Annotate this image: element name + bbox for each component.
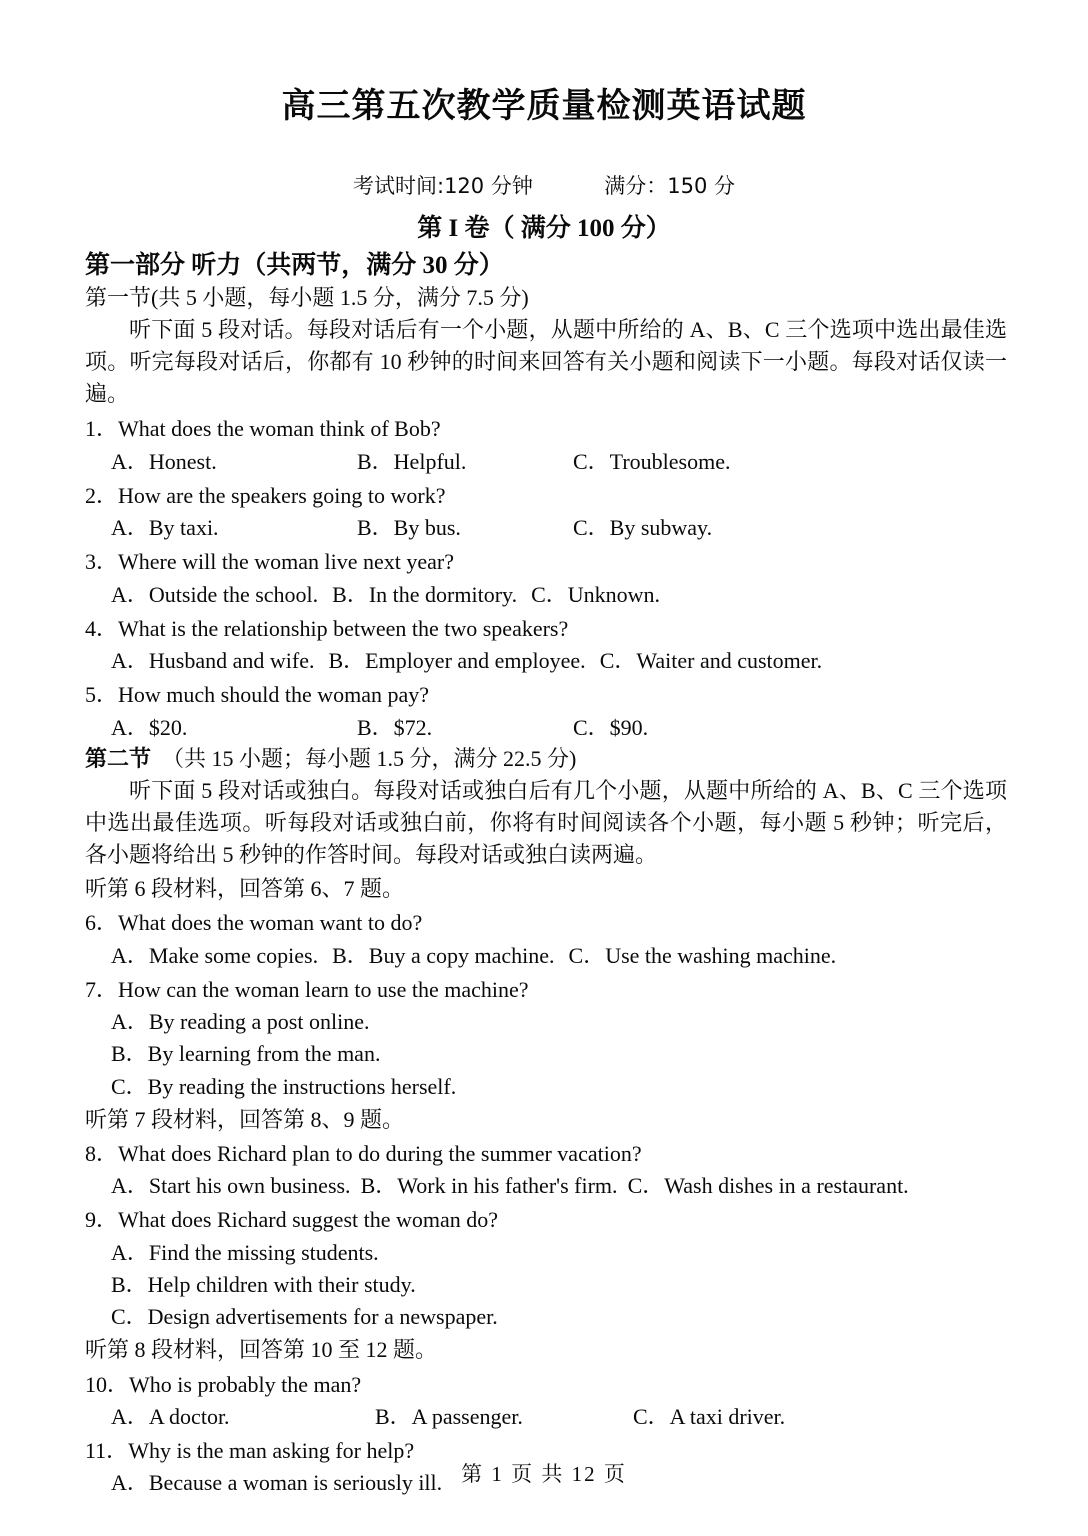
section-two-instructions: 听下面 5 段对话或独白。每段对话或独白后有几个小题，从题中所给的 A、B、C 三个选项中选出最佳选项。听每段对话或独白前，你将有时间阅读各个小题，每小题 5 秒钟；听完后，各小题将给出 5 秒钟的作答时间。每段对话或独白读两遍。	[85, 777, 1007, 868]
question-10	[85, 1369, 1007, 1400]
option-c[interactable]: C．A taxi driver.	[633, 1403, 786, 1429]
question-8	[85, 1138, 1007, 1169]
option-a[interactable]: A．Start his own business.	[111, 1173, 351, 1199]
question-2-text: How are the speakers going to work?	[118, 482, 446, 508]
question-3-number: 3．	[85, 549, 119, 575]
option-b[interactable]: B．By bus.	[357, 515, 461, 541]
question-2-options	[85, 512, 1007, 543]
page-footer: 第 1 页 共 12 页	[461, 1462, 627, 1486]
question-9	[85, 1204, 1007, 1235]
question-5-options	[85, 712, 1007, 743]
question-3	[85, 546, 1007, 577]
option-c[interactable]: C．By subway.	[573, 515, 713, 541]
option-a[interactable]: A．Make some copies.	[111, 942, 319, 968]
question-1-options	[85, 446, 1007, 477]
question-3-options	[85, 579, 1007, 610]
question-10-options	[85, 1401, 1007, 1432]
option-a[interactable]: A．Husband and wife.	[111, 648, 315, 674]
option-c[interactable]: C．Waiter and customer.	[599, 648, 823, 674]
option-b[interactable]: B．$72.	[357, 714, 433, 740]
option-a[interactable]: A．Because a woman is seriously ill.	[111, 1470, 443, 1496]
section-two-heading	[85, 744, 1007, 773]
question-7-text: How can the woman learn to use the machine?	[118, 976, 529, 1002]
question-11-number: 11．	[85, 1438, 129, 1464]
question-10-number: 10．	[85, 1371, 130, 1397]
section-two-heading-label: 第二节	[85, 745, 152, 771]
exam-body	[81, 250, 1007, 1499]
question-9-text: What does Richard suggest the woman do?	[118, 1207, 499, 1233]
option-b[interactable]: B．Buy a copy machine.	[332, 942, 555, 968]
exam-duration-label: 考试时间:120 分钟	[353, 174, 533, 199]
question-6	[85, 907, 1007, 938]
question-1	[85, 413, 1007, 444]
exam-total-score-label: 满分：150 分	[604, 174, 735, 199]
question-4-text: What is the relationship between the two speakers?	[118, 615, 569, 641]
question-7-number: 7．	[85, 976, 119, 1002]
question-8-text: What does Richard plan to do during the summer vacation?	[118, 1141, 642, 1167]
question-6-number: 6．	[85, 910, 119, 936]
question-8-options	[85, 1170, 1007, 1201]
paper-part-heading: 第 I 卷（ 满分 100 分）	[417, 214, 671, 242]
question-7	[85, 974, 1007, 1005]
option-a[interactable]: A．By reading a post online.	[111, 1009, 370, 1035]
question-4-number: 4．	[85, 615, 119, 641]
option-a[interactable]: A．Outside the school.	[111, 581, 319, 607]
listening-cue-6: 听第 6 段材料，回答第 6、7 题。	[85, 876, 405, 902]
option-b[interactable]: B．Work in his father's firm.	[360, 1173, 618, 1199]
option-b[interactable]: B．In the dormitory.	[332, 581, 518, 607]
option-a[interactable]: A．A doctor.	[111, 1403, 230, 1429]
part-one-heading: 第一部分 听力（共两节，满分 30 分）	[85, 251, 504, 279]
option-b[interactable]: B．By learning from the man.	[111, 1041, 381, 1067]
section-two-heading-detail: （共 15 小题；每小题 1.5 分，满分 22.5 分)	[162, 745, 577, 771]
option-c[interactable]: C．Unknown.	[531, 581, 661, 607]
question-9-number: 9．	[85, 1207, 119, 1233]
option-a[interactable]: A．By taxi.	[111, 515, 219, 541]
question-3-text: Where will the woman live next year?	[118, 549, 454, 575]
section-one-instructions: 听下面 5 段对话。每段对话后有一个小题，从题中所给的 A、B、C 三个选项中选出最佳选项。听完每段对话后，你都有 10 秒钟的时间来回答有关小题和阅读下一小题。每段对话仅读一遍。	[85, 317, 1007, 407]
question-5-number: 5．	[85, 682, 119, 708]
option-b[interactable]: B．Helpful.	[357, 448, 467, 474]
option-c[interactable]: C．$90.	[573, 714, 649, 740]
option-b[interactable]: B．Employer and employee.	[328, 648, 586, 674]
question-5	[85, 679, 1007, 710]
listening-cue-7: 听第 7 段材料，回答第 8、9 题。	[85, 1106, 405, 1132]
option-b[interactable]: B．A passenger.	[375, 1403, 523, 1429]
option-c[interactable]: C．Wash dishes in a restaurant.	[627, 1173, 909, 1199]
option-b[interactable]: B．Help children with their study.	[111, 1271, 416, 1297]
option-c[interactable]: C．Design advertisements for a newspaper.	[111, 1304, 498, 1330]
question-4-options	[85, 645, 1007, 676]
option-c[interactable]: C．Troublesome.	[573, 448, 731, 474]
question-6-options	[85, 940, 1007, 971]
page-title: 高三第五次教学质量检测英语试题	[281, 86, 807, 126]
section-one-heading: 第一节(共 5 小题，每小题 1.5 分，满分 7.5 分)	[85, 285, 529, 311]
question-10-text: Who is probably the man?	[129, 1371, 362, 1397]
question-1-number: 1．	[85, 416, 119, 442]
question-9-options	[85, 1237, 1007, 1333]
question-5-text: How much should the woman pay?	[118, 682, 430, 708]
listening-cue-8: 听第 8 段材料，回答第 10 至 12 题。	[85, 1337, 438, 1363]
option-a[interactable]: A．$20.	[111, 714, 188, 740]
question-7-options	[85, 1006, 1007, 1102]
question-1-text: What does the woman think of Bob?	[118, 416, 441, 442]
question-2-number: 2．	[85, 482, 119, 508]
option-c[interactable]: C．By reading the instructions herself.	[111, 1073, 457, 1099]
question-2	[85, 480, 1007, 511]
question-6-text: What does the woman want to do?	[118, 910, 423, 936]
option-a[interactable]: A．Honest.	[111, 448, 217, 474]
question-8-number: 8．	[85, 1141, 119, 1167]
exam-meta-line	[0, 174, 1088, 199]
question-11-text: Why is the man asking for help?	[128, 1438, 415, 1464]
question-4	[85, 613, 1007, 644]
option-c[interactable]: C．Use the washing machine.	[568, 942, 837, 968]
option-a[interactable]: A．Find the missing students.	[111, 1239, 379, 1265]
